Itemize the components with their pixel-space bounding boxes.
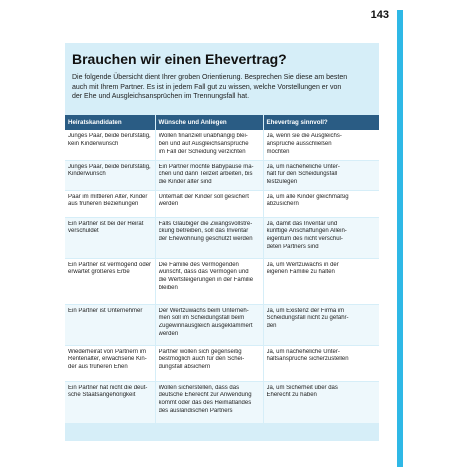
cell-line: Ja, um Existenz der Firma im <box>266 307 345 314</box>
table-cell <box>263 258 379 304</box>
table-row <box>65 345 379 381</box>
cell-line: Wollen finanziell unabhängig blei- <box>158 133 248 139</box>
cell-line: wünscht, dass das Vermögen und <box>158 269 249 276</box>
intro-text <box>72 73 376 102</box>
intro-line: Die folgende Übersicht dient Ihrer groben Orientierung. Besprechen Sie diese am besten <box>72 74 348 81</box>
table-row <box>65 130 379 160</box>
intro-line: auch mit Ihrem Partner. Es ist in jedem Fall gut zu wissen, welche Vorstellungen er von <box>72 83 342 91</box>
box-title: Brauchen wir einen Ehevertrag? <box>72 51 287 67</box>
table-cell <box>263 304 379 345</box>
cell-line: bleiben <box>158 284 178 291</box>
cell-line: Junges Paar, beide berufstätig, <box>68 133 151 139</box>
cell-line: Ja, um Wertzuwachs in der <box>266 261 339 268</box>
cell-line: Ein Partner ist vermögend oder <box>68 261 152 268</box>
cell-line: Ja, um nacheheliche Unter- <box>266 348 340 355</box>
cell-line: halt für den Scheidungsfall <box>266 171 338 178</box>
intro-line: der Ehe und Ausgleichsansprüchen im Trennungsfall hat. <box>72 93 250 100</box>
table-cell <box>65 217 155 258</box>
cell-line: den <box>266 323 277 330</box>
cell-line: Scheidungsfall nicht zu gefähr- <box>266 315 349 322</box>
cell-line: sche Staatsangehörigkeit <box>68 392 136 399</box>
cell-line: kein Kinderwunsch <box>68 140 119 147</box>
cell-line: Wollen sicherstellen, dass das <box>158 384 240 391</box>
column-header: Ehevertrag sinnvoll? <box>263 115 379 130</box>
cell-line: Ja, um nacheheliche Unter- <box>266 163 340 170</box>
cell-line: Der Wertzuwachs beim Unterneh- <box>158 307 249 314</box>
cell-line: werden <box>158 201 179 208</box>
table-cell <box>263 345 379 381</box>
table-cell <box>65 345 155 381</box>
table-row <box>65 258 379 304</box>
table-body <box>65 130 379 423</box>
column-header: Heiratskandidaten <box>65 115 155 130</box>
cell-line: Paar im mittleren Alter, Kinder <box>68 193 148 200</box>
table-cell <box>155 258 263 304</box>
cell-line: aus früheren Beziehungen <box>68 201 139 208</box>
cell-line: dungsfall absichern <box>158 364 211 371</box>
table-cell <box>65 304 155 345</box>
cell-line: im Fall der Scheidung verzichten <box>158 148 246 155</box>
cell-line: der Ehewohnung geschützt werden <box>158 236 253 243</box>
cell-line: bestmöglich auch für den Schei- <box>158 356 245 363</box>
cell-line: erwartet größeres Erbe <box>68 269 130 276</box>
table-cell <box>65 381 155 423</box>
cell-line: des ausländischen Partners <box>158 407 233 414</box>
table-cell <box>65 160 155 190</box>
cell-line: werden <box>158 330 179 337</box>
cell-line: Eherecht zu haben <box>266 392 317 399</box>
cell-line: Die Familie des Vermögenden <box>158 261 239 268</box>
cell-line: haltsansprüche sicherzustellen <box>266 356 349 363</box>
cell-line: Falls Gläubiger die Zwangsvollstre- <box>158 220 253 227</box>
table-row <box>65 381 379 423</box>
table-cell <box>263 130 379 160</box>
cell-line: chen und dann Teilzeit arbeiten, bis <box>158 171 253 178</box>
table-cell <box>155 217 263 258</box>
cell-line: der aus früheren Ehen <box>68 364 128 371</box>
table-cell <box>155 130 263 160</box>
cell-line: abzusichern <box>266 201 299 208</box>
cell-line: verschuldet <box>68 228 99 235</box>
cell-line: Ja, um Sicherheit über das <box>266 384 338 391</box>
cell-line: deutsche Eherecht zur Anwendung <box>158 392 252 399</box>
cell-line: eigentum des nicht verschul- <box>266 236 343 243</box>
cell-line: Wiederheirat von Partnern im <box>68 348 147 355</box>
cell-line: kommt oder das des Heimatlandes <box>158 400 252 407</box>
cell-line: Unterhalt der Kinder soll gesichert <box>158 193 249 200</box>
table-cell <box>263 190 379 217</box>
cell-line: Partner wollen sich gegenseitig <box>158 348 242 355</box>
table-cell <box>155 381 263 423</box>
table-cell <box>155 345 263 381</box>
table-cell <box>155 190 263 217</box>
cell-line: Ein Partner ist bei der Heirat <box>68 220 144 227</box>
cell-line: Ja, um alle Kinder gleichmäßig <box>266 193 349 200</box>
cell-line: eigenen Familie zu halten <box>266 269 335 276</box>
page-number: 143 <box>370 9 389 21</box>
cell-line: Ja, damit das Inventar und <box>266 220 338 227</box>
cell-line: Rentenalter, erwachsene Kin- <box>68 356 147 363</box>
cell-line: die Wertsteigerungen in der Familie <box>158 277 254 284</box>
cell-line: möchten <box>266 148 290 155</box>
cell-line: men soll im Scheidungsfall beim <box>158 315 245 322</box>
cell-line: Ein Partner hat nicht die deut- <box>68 384 148 391</box>
cell-line: ckung betreiben, soll das Inventar <box>158 228 249 235</box>
cell-line: Zugewinnausgleich ausgeklammert <box>158 323 253 330</box>
cell-line: festzulegen <box>266 179 298 186</box>
table-row <box>65 190 379 217</box>
table-cell <box>155 160 263 190</box>
table-cell <box>263 381 379 423</box>
table-row <box>65 304 379 345</box>
table-cell <box>65 258 155 304</box>
table-cell <box>263 217 379 258</box>
table-cell <box>65 190 155 217</box>
table-cell <box>155 304 263 345</box>
cell-line: Kinderwunsch <box>68 171 106 178</box>
cell-line: Ein Partner möchte Babypause ma- <box>158 163 254 170</box>
table-row <box>65 160 379 190</box>
table-header-row <box>65 115 379 130</box>
cell-line: künftige Anschaffungen Allein- <box>266 228 347 235</box>
table-cell <box>263 160 379 190</box>
ehevertrag-table <box>65 115 379 424</box>
cell-line: Ein Partner ist Unternehmer <box>68 307 143 314</box>
cell-line: ben und auf Ausgleichsansprüche <box>158 140 249 147</box>
column-header: Wünsche und Anliegen <box>155 115 263 130</box>
chapter-edge-bar <box>397 10 403 467</box>
cell-line: Junges Paar, beide berufstätig, <box>68 163 151 170</box>
table-row <box>65 217 379 258</box>
cell-line: Ja, wenn sie die Ausgleichs- <box>266 133 342 139</box>
cell-line: die Kinder älter sind <box>158 179 212 186</box>
table-cell <box>65 130 155 160</box>
cell-line: ansprüche ausschließen <box>266 140 332 147</box>
cell-line: deten Partners sind <box>266 243 319 250</box>
